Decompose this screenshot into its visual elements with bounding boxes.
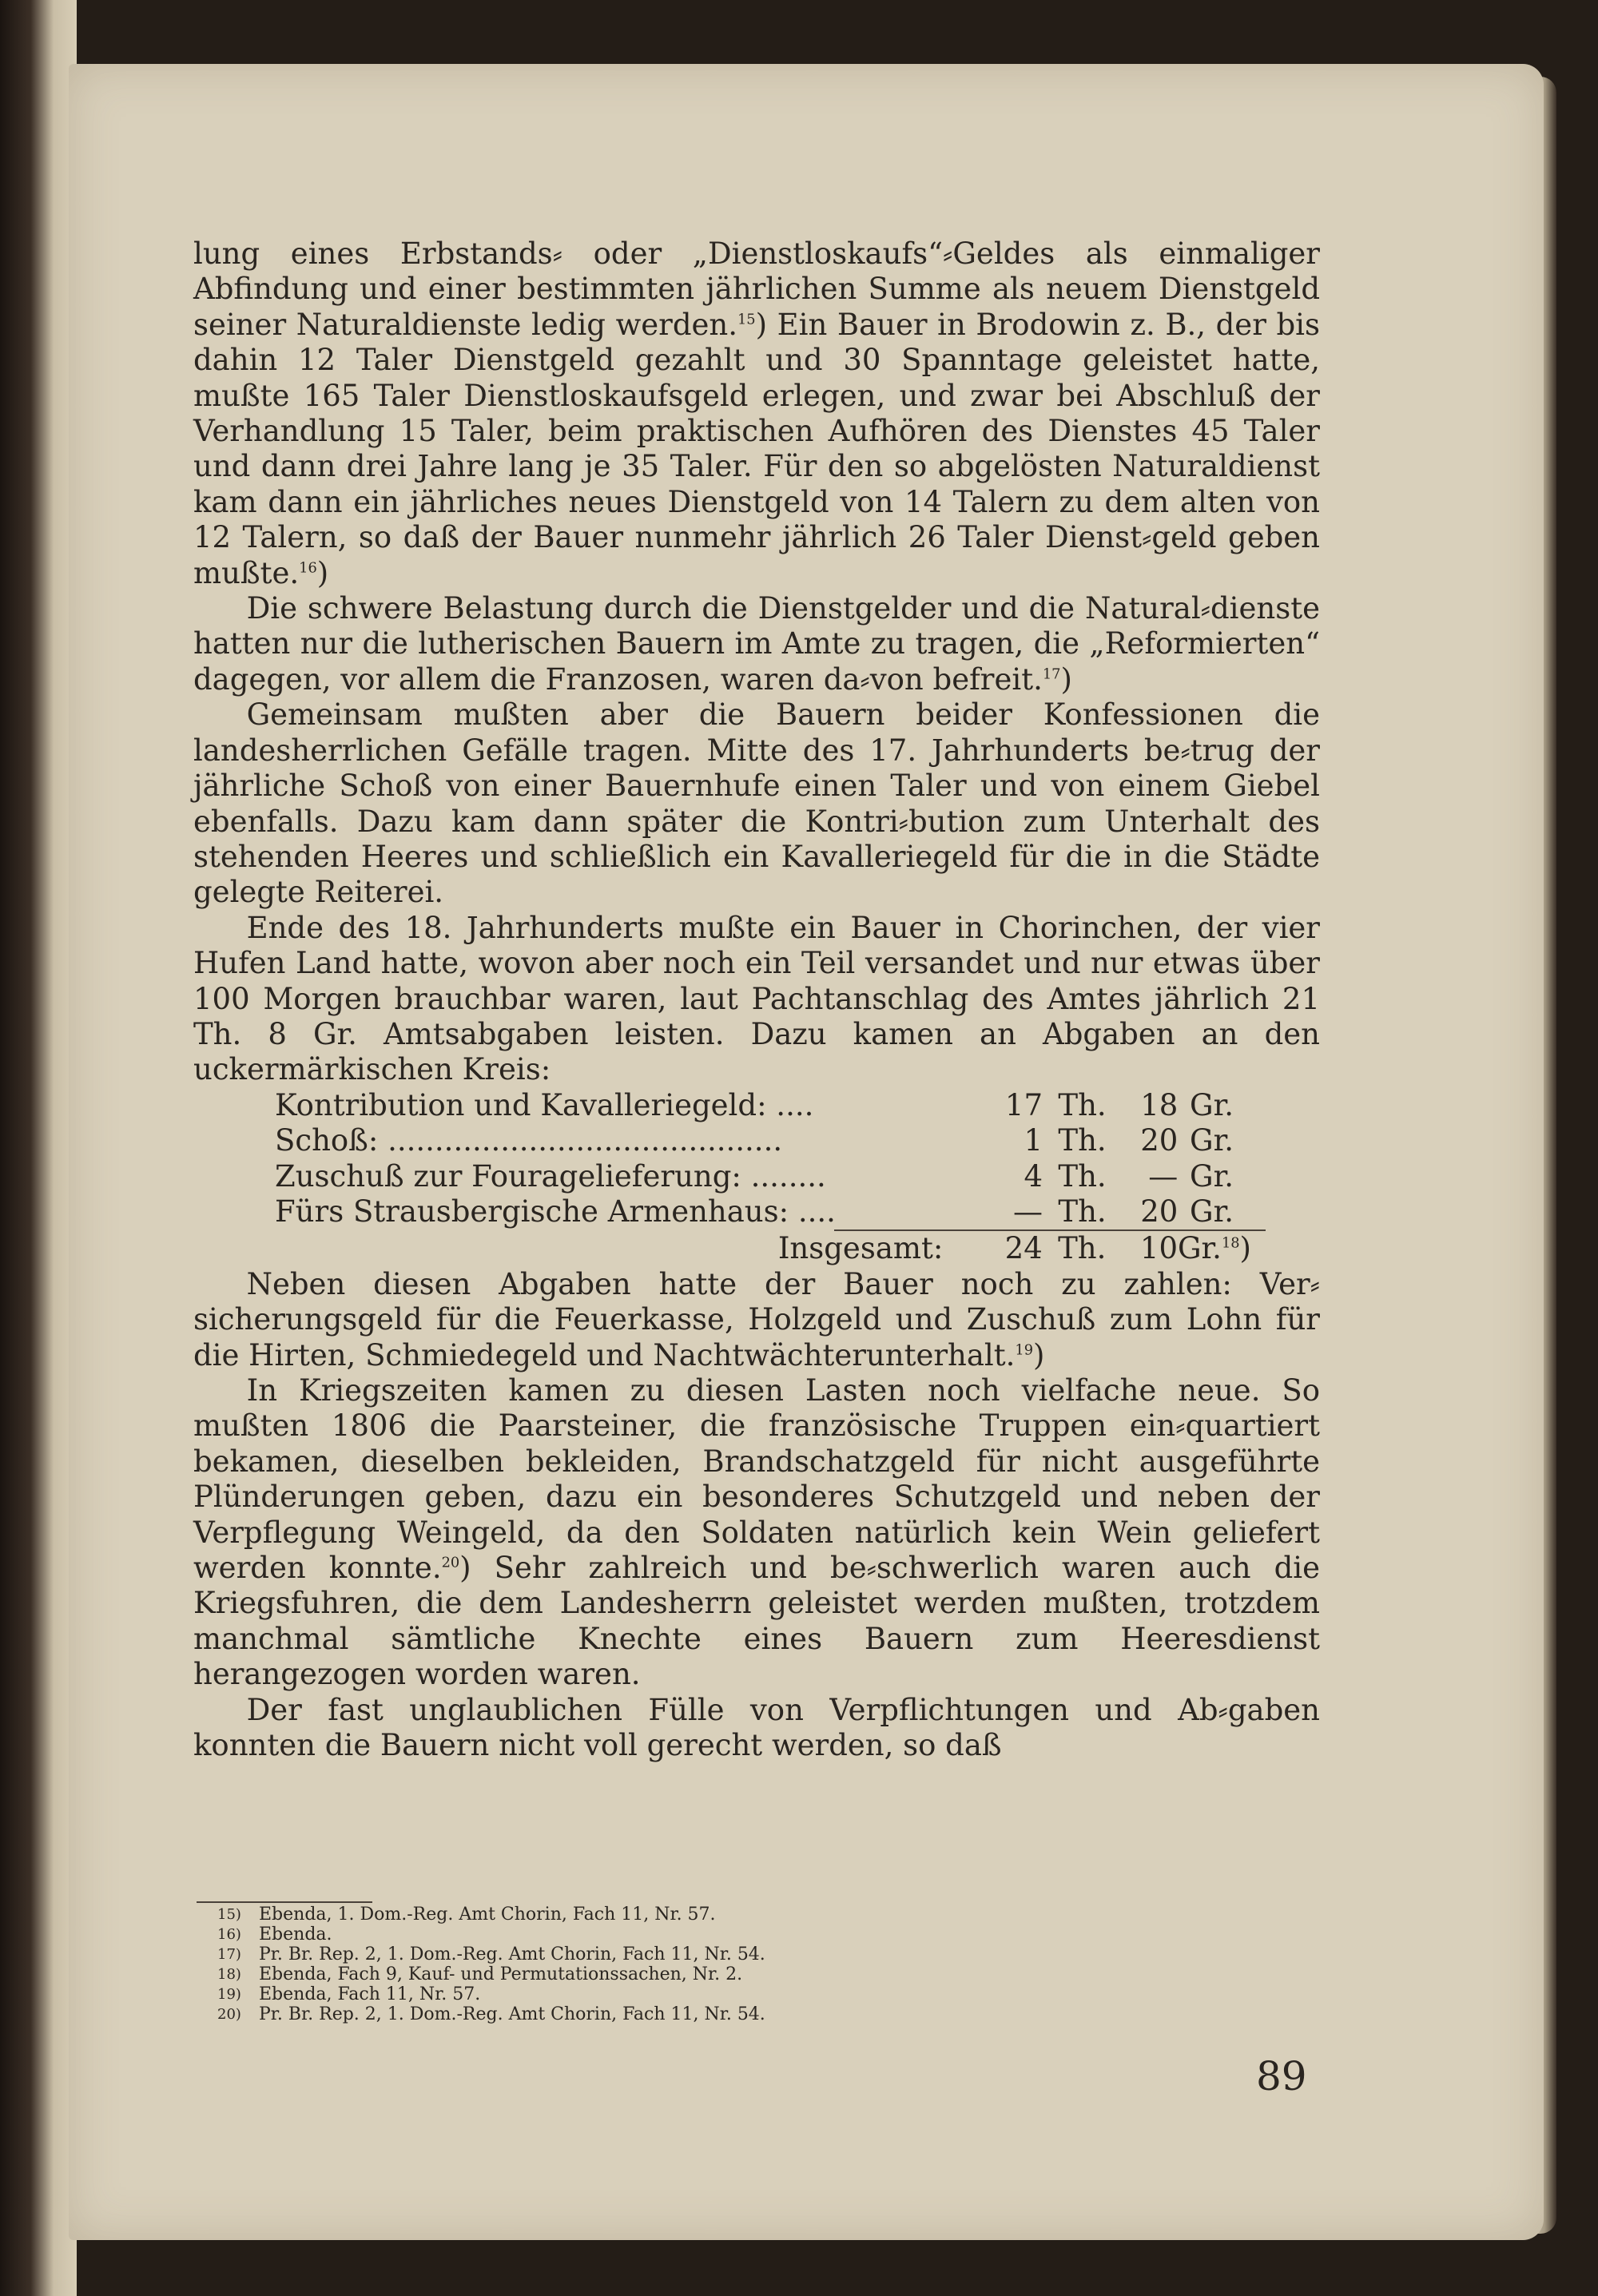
footnote (217, 1984, 1256, 2004)
paragraph-5 (193, 1267, 1320, 1373)
paragraph-3 (193, 697, 1320, 910)
paragraph-4-text: Ende des 18. Jahrhunderts mußte ein Bauer in Chorinchen, der vier Hufen Land hatte, wovon aber noch ein Teil versandet und nur etwas über 100 Morgen brauchbar waren, laut Pachtanschlag des Amtes jährlich 21 Th. 8 Gr. Amtsabgaben leisten. Dazu kamen an Abgaben an den uckermärkischen Kreis: (193, 910, 1320, 1087)
levy-thaler-unit: Th. (1058, 1087, 1107, 1122)
levy-total-label: Insgesamt: (777, 1231, 944, 1266)
levy-row (275, 1194, 1234, 1229)
footnote-text: Ebenda, 1. Dom.-Reg. Amt Chorin, Fach 11, Nr. 57. (259, 1905, 716, 1925)
footnote-number: 18) (217, 1966, 241, 1983)
levy-groschen: — (1148, 1158, 1179, 1194)
paragraph-6-text-b: ) Sehr zahlreich und be⸗schwerlich waren auch die Kriegsfuhren, die dem Landesherrn geleistet werden mußten, trotzdem manchmal sämtliche Knechte eines Bauern zum Heeresdienst herangezogen worden waren. (193, 1550, 1320, 1692)
footnote-ref-19: 19 (1015, 1342, 1033, 1359)
paragraph-7-text: Der fast unglaublichen Fülle von Verpflichtungen und Ab⸗gaben konnten die Bauern nicht voll gerecht werden, so daß (193, 1692, 1320, 1762)
page-number: 89 (1256, 2053, 1307, 2099)
footnote (217, 1905, 1256, 1925)
paragraph-1-text-a: lung eines Erbstands⸗ oder „Dienstloskaufs“⸗Geldes als einmaliger Abfindung und einer bestimmten jährlichen Summe als neuem Dienstgeld seiner Naturaldienste ledig werden. (193, 236, 1320, 342)
levy-thaler-unit: Th. (1058, 1194, 1107, 1229)
levy-row (275, 1088, 1234, 1123)
levy-groschen-unit: Gr. (1190, 1123, 1234, 1158)
footnote-number: 17) (217, 1946, 241, 1963)
levy-total-thaler-unit: Th. (1058, 1231, 1107, 1266)
footnote-text: Ebenda. (259, 1925, 332, 1944)
footnote (217, 1964, 1256, 1984)
levy-total-groschen-unit-wrap (1178, 1231, 1251, 1266)
levy-total-groschen-unit: Gr. (1178, 1231, 1222, 1266)
levy-thaler: 17 (1004, 1087, 1043, 1122)
footnote-number: 19) (217, 1986, 241, 2003)
paragraph-2-text-b: ) (1060, 661, 1072, 697)
levy-label: Schoß: .......................................... (275, 1123, 783, 1158)
footnote-number: 16) (217, 1926, 241, 1943)
levy-label: Fürs Strausbergische Armenhaus: .... (275, 1194, 836, 1229)
paragraph-4 (193, 911, 1320, 1088)
paragraph-1-text-b: ) Ein Bauer in Brodowin z. B., der bis dahin 12 Taler Dienstgeld gezahlt und 30 Spanntage geleistet hatte, mußte 165 Taler Dienstloskaufsgeld erlegen, und zwar bei Abschluß der Verhandlung 15 Taler, beim praktischen Aufhören des Dienstes 45 Taler und dann drei Jahre lang je 35 Taler. Für den so abgelösten Naturaldienst kam dann ein jährliches neues Dienstgeld von 14 Talern zu dem alten von 12 Talern, so daß der Bauer nunmehr jährlich 26 Taler Dienst⸗geld geben mußte. (193, 307, 1320, 590)
levy-groschen: 18 (1140, 1087, 1179, 1122)
footnote-number: 15) (217, 1906, 241, 1923)
levy-thaler: 1 (1024, 1123, 1043, 1158)
footnotes (217, 1905, 1256, 2024)
footnote-text: Ebenda, Fach 9, Kauf- und Permutationssachen, Nr. 2. (259, 1964, 743, 1984)
levy-groschen-unit: Gr. (1190, 1087, 1234, 1122)
paragraph-6-text-a: In Kriegszeiten kamen zu diesen Lasten noch vielfache neue. So mußten 1806 die Paarsteiner, die französische Truppen ein⸗quartiert bekamen, dieselben bekleiden, Brandschatzgeld für nicht ausgeführte Plünderungen geben, dazu ein besonderes Schutzgeld und neben der Verpflegung Weingeld, da den Soldaten natürlich kein Wein geliefert werden konnte. (193, 1372, 1320, 1585)
paragraph-7 (193, 1693, 1320, 1764)
footnote-text: Pr. Br. Rep. 2, 1. Dom.-Reg. Amt Chorin, Fach 11, Nr. 54. (259, 1944, 765, 1964)
paragraph-1 (193, 236, 1320, 591)
levy-total-row (275, 1231, 1251, 1266)
footnote-ref-17: 17 (1042, 666, 1061, 683)
levy-thaler-unit: Th. (1058, 1158, 1107, 1194)
paragraph-6 (193, 1373, 1320, 1693)
levy-thaler: 4 (1024, 1158, 1043, 1194)
levy-row (275, 1123, 1234, 1158)
book-spine-shadow (0, 0, 77, 2296)
levy-groschen-unit: Gr. (1190, 1158, 1234, 1194)
levy-label: Zuschuß zur Fouragelieferung: ........ (275, 1158, 826, 1194)
footnote-ref-18: 18 (1221, 1235, 1240, 1252)
levy-thaler-unit: Th. (1058, 1123, 1107, 1158)
footnote-ref-15: 15 (737, 312, 756, 328)
paragraph-5-text-b: ) (1033, 1337, 1045, 1372)
footnote-ref-16: 16 (299, 560, 317, 577)
paragraph-2 (193, 591, 1320, 697)
levy-total-thaler: 24 (1004, 1231, 1043, 1266)
footnote (217, 1944, 1256, 1964)
levy-groschen: 20 (1140, 1123, 1179, 1158)
footnote-text: Ebenda, Fach 11, Nr. 57. (259, 1984, 481, 2004)
footnote-ref-18-close: ) (1239, 1231, 1251, 1266)
paragraph-3-text: Gemeinsam mußten aber die Bauern beider Konfessionen die landesherrlichen Gefälle tragen. Mitte des 17. Jahrhunderts be⸗trug der jährliche Schoß von einer Bauernhufe einen Taler und von einem Giebel ebenfalls. Dazu kam dann später die Kontri⸗bution zum Unterhalt des stehenden Heeres und schließlich ein Kavalleriegeld für die in die Städte gelegte Reiterei. (193, 697, 1320, 910)
footnote (217, 1925, 1256, 1944)
levy-label: Kontribution und Kavalleriegeld: .... (275, 1087, 814, 1122)
body-text (193, 236, 1320, 1763)
footnote-ref-20: 20 (441, 1555, 460, 1571)
levy-total-groschen: 10 (1139, 1231, 1178, 1266)
levy-row (275, 1159, 1234, 1194)
paragraph-1-text-c: ) (316, 555, 329, 590)
levy-groschen: 20 (1140, 1194, 1179, 1229)
paragraph-5-text-a: Neben diesen Abgaben hatte der Bauer noch zu zahlen: Ver⸗sicherungsgeld für die Feuerkasse, Holzgeld und Zuschuß zum Lohn für die Hirten, Schmiedegeld und Nachtwächterunterhalt. (193, 1266, 1320, 1372)
footnote-rule (197, 1901, 372, 1903)
footnote-text: Pr. Br. Rep. 2, 1. Dom.-Reg. Amt Chorin, Fach 11, Nr. 54. (259, 2004, 765, 2024)
paragraph-2-text-a: Die schwere Belastung durch die Dienstgelder und die Natural⸗dienste hatten nur die lutherischen Bauern im Amte zu tragen, die „Reformierten“ dagegen, vor allem die Franzosen, waren da⸗von befreit. (193, 591, 1320, 697)
levy-table (275, 1087, 1251, 1267)
footnote-number: 20) (217, 2006, 241, 2023)
footnote (217, 2004, 1256, 2024)
levy-groschen-unit: Gr. (1190, 1194, 1234, 1229)
levy-thaler: — (1013, 1194, 1043, 1229)
